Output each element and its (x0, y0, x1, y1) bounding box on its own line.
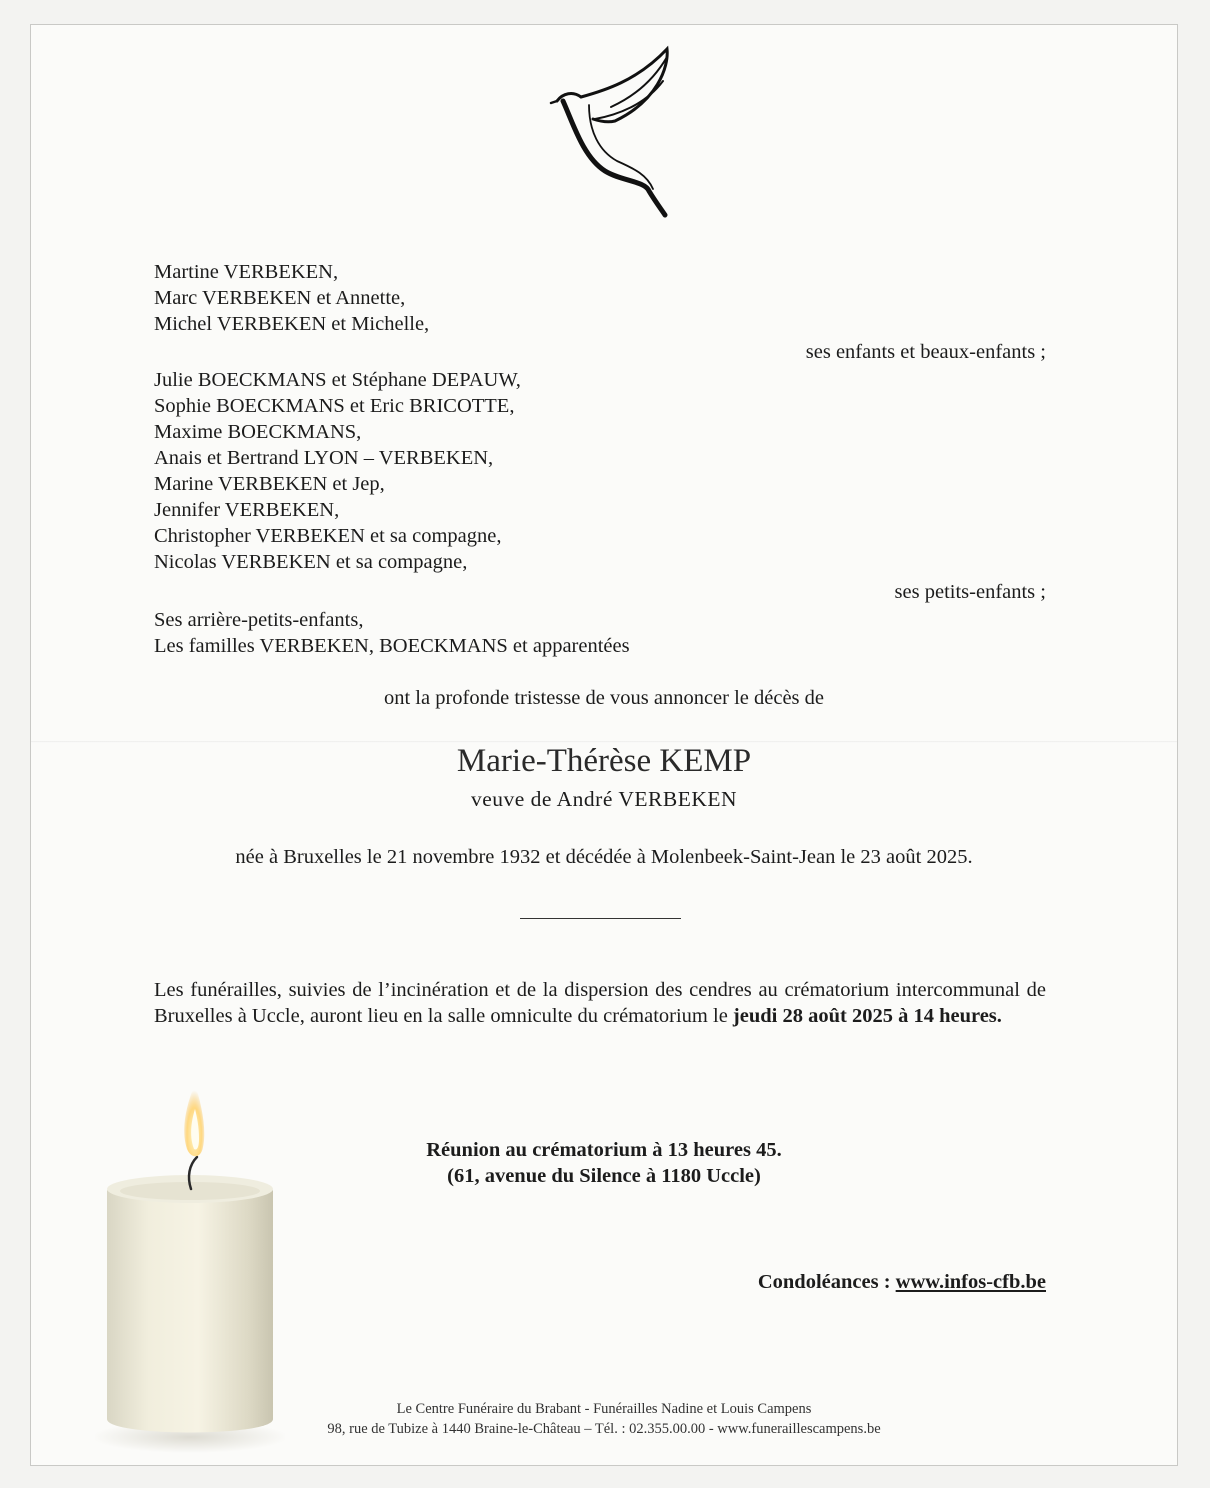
family-line-child-1: Martine VERBEKEN, (154, 261, 339, 283)
family-line-families: Les familles VERBEKEN, BOECKMANS et apparentées (154, 635, 630, 657)
meeting-address: (61, avenue du Silence à 1180 Uccle) (447, 1165, 761, 1187)
funeral-text: Les funérailles, suivies de l’incinération et de la dispersion des cendres au crématorium intercommunal de Bruxelles à Uccle, auront lieu en la salle omniculte du crématorium le (154, 979, 1046, 1027)
dove-icon (517, 45, 687, 221)
funeral-date: jeudi 28 août 2025 à 14 heures. (732, 1005, 1002, 1027)
separator-rule (520, 918, 681, 919)
funeral-paragraph (154, 977, 1046, 1029)
birth-death-text: née à Bruxelles le 21 novembre 1932 et décédée à Molenbeek-Saint-Jean le 23 août 2025. (235, 846, 973, 868)
grandchildren-relation-label: ses petits-enfants ; (894, 581, 1046, 603)
widow-of-text: veuve de André VERBEKEN (470, 787, 738, 811)
footer-address: 98, rue de Tubize à 1440 Braine-le-Château – Tél. : 02.355.00.00 - www.funeraillescampens.be (327, 1421, 881, 1437)
family-line-child-3: Michel VERBEKEN et Michelle, (154, 313, 430, 335)
family-line-grandchild-3: Maxime BOECKMANS, (154, 421, 362, 443)
deceased-name: Marie-Thérèse KEMP (456, 743, 752, 779)
condolences-link[interactable]: www.infos-cfb.be (895, 1271, 1046, 1293)
children-relation-label: ses enfants et beaux-enfants ; (805, 341, 1046, 363)
family-line-grandchild-1: Julie BOECKMANS et Stéphane DEPAUW, (154, 369, 521, 391)
family-line-grandchild-8: Nicolas VERBEKEN et sa compagne, (154, 551, 468, 573)
condolences (758, 1269, 1046, 1295)
footer-funeral-home: Le Centre Funéraire du Brabant - Funérailles Nadine et Louis Campens (396, 1401, 812, 1417)
family-line-grandchild-2: Sophie BOECKMANS et Eric BRICOTTE, (154, 395, 515, 417)
family-line-grandchild-4: Anais et Bertrand LYON – VERBEKEN, (154, 447, 494, 469)
family-line-grandchild-5: Marine VERBEKEN et Jep, (154, 473, 385, 495)
family-line-child-2: Marc VERBEKEN et Annette, (154, 287, 406, 309)
family-line-great-grandchildren: Ses arrière-petits-enfants, (154, 609, 364, 631)
condolences-label: Condoléances : (757, 1271, 891, 1293)
death-notice-page (30, 24, 1178, 1466)
family-line-grandchild-6: Jennifer VERBEKEN, (154, 499, 340, 521)
family-line-grandchild-7: Christopher VERBEKEN et sa compagne, (154, 525, 502, 547)
meeting-time: Réunion au crématorium à 13 heures 45. (426, 1139, 782, 1161)
announcement-text: ont la profonde tristesse de vous annoncer le décès de (383, 687, 825, 709)
